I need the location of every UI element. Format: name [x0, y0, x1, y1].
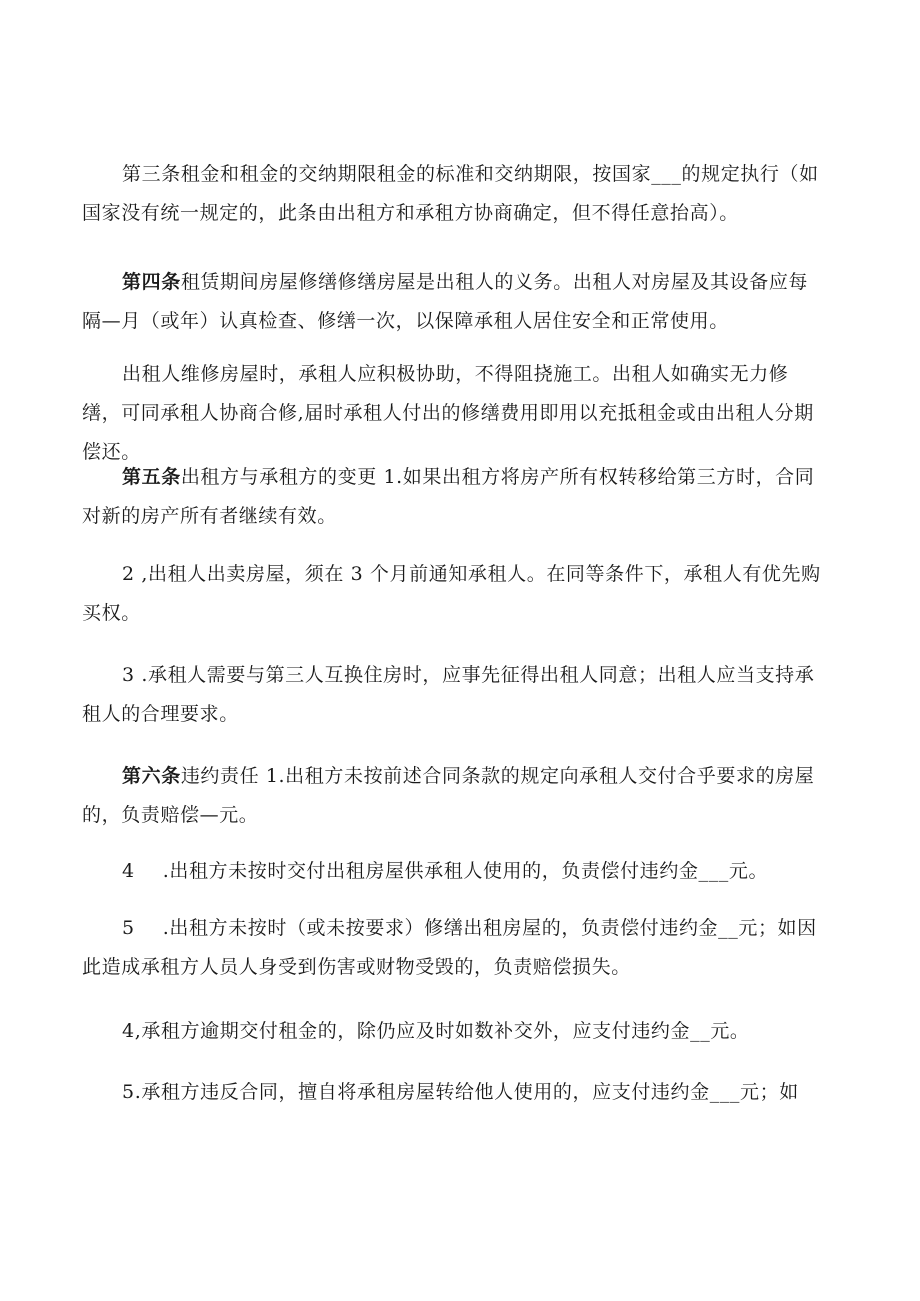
paragraph-article-6 — [82, 757, 827, 835]
paragraph-text: 2 ,出租人出卖房屋，须在 3 个月前通知承租人。在同等条件下，承租人有优先购买权。 — [82, 563, 821, 624]
paragraph-clause-2 — [82, 555, 827, 633]
paragraph-text: 5.承租方违反合同，擅自将承租房屋转给他人使用的，应支付违约金___元；如 — [122, 1081, 799, 1103]
paragraph-clause-4-lessee — [82, 1012, 827, 1051]
paragraph-text: 3 .承租人需要与第三人互换住房时，应事先征得出租人同意；出租人应当支持承租人的合理要求。 — [82, 664, 815, 725]
paragraph-text: 出租方与承租方的变更 1.如果出租方将房产所有权转移给第三方时，合同对新的房产所有者继续有效。 — [82, 466, 815, 527]
paragraph-clause-4-lessor — [82, 852, 827, 891]
paragraph-article-3 — [82, 155, 827, 233]
paragraph-text: 违约责任 1.出租方未按前述合同条款的规定向承租人交付合乎要求的房屋的，负责赔偿—元。 — [82, 765, 815, 826]
paragraph-article-4 — [82, 263, 827, 341]
paragraph-text: 4,承租方逾期交付租金的，除仍应及时如数补交外，应支付违约金__元。 — [122, 1020, 750, 1042]
paragraph-text: .出租方未按时交付出租房屋供承租人使用的，负责偿付违约金___元。 — [162, 860, 769, 882]
paragraph-repair-assist — [82, 355, 827, 472]
paragraph-article-5 — [82, 458, 827, 536]
paragraph-text: 租赁期间房屋修缮修缮房屋是出租人的义务。出租人对房屋及其设备应每隔—月（或年）认真检查、修缮一次，以保障承租人居住安全和正常使用。 — [82, 271, 809, 332]
paragraph-clause-3 — [82, 656, 827, 734]
paragraph-text: 出租人维修房屋时，承租人应积极协助，不得阻挠施工。出租人如确实无力修缮，可同承租人协商合修,届时承租人付出的修缮费用即用以充抵租金或由出租人分期偿还。 — [82, 363, 814, 463]
clause-number: 4 — [122, 860, 135, 882]
paragraph-clause-5-lessee — [82, 1073, 827, 1112]
paragraph-clause-5-lessor — [82, 909, 827, 987]
paragraph-text: .出租方未按时（或未按要求）修缮出租房屋的，负责偿付违约金__元；如因此造成承租方人员人身受到伤害或财物受毁的，负责赔偿损失。 — [82, 917, 817, 978]
paragraph-text: 第三条租金和租金的交纳期限租金的标准和交纳期限，按国家___的规定执行（如国家没有统一规定的，此条由出租方和承租方协商确定，但不得任意抬高）。 — [82, 163, 819, 224]
article-heading: 第四条 — [122, 271, 181, 293]
clause-number: 5 — [122, 917, 135, 939]
article-heading: 第五条 — [122, 466, 181, 488]
article-heading: 第六条 — [122, 765, 181, 787]
